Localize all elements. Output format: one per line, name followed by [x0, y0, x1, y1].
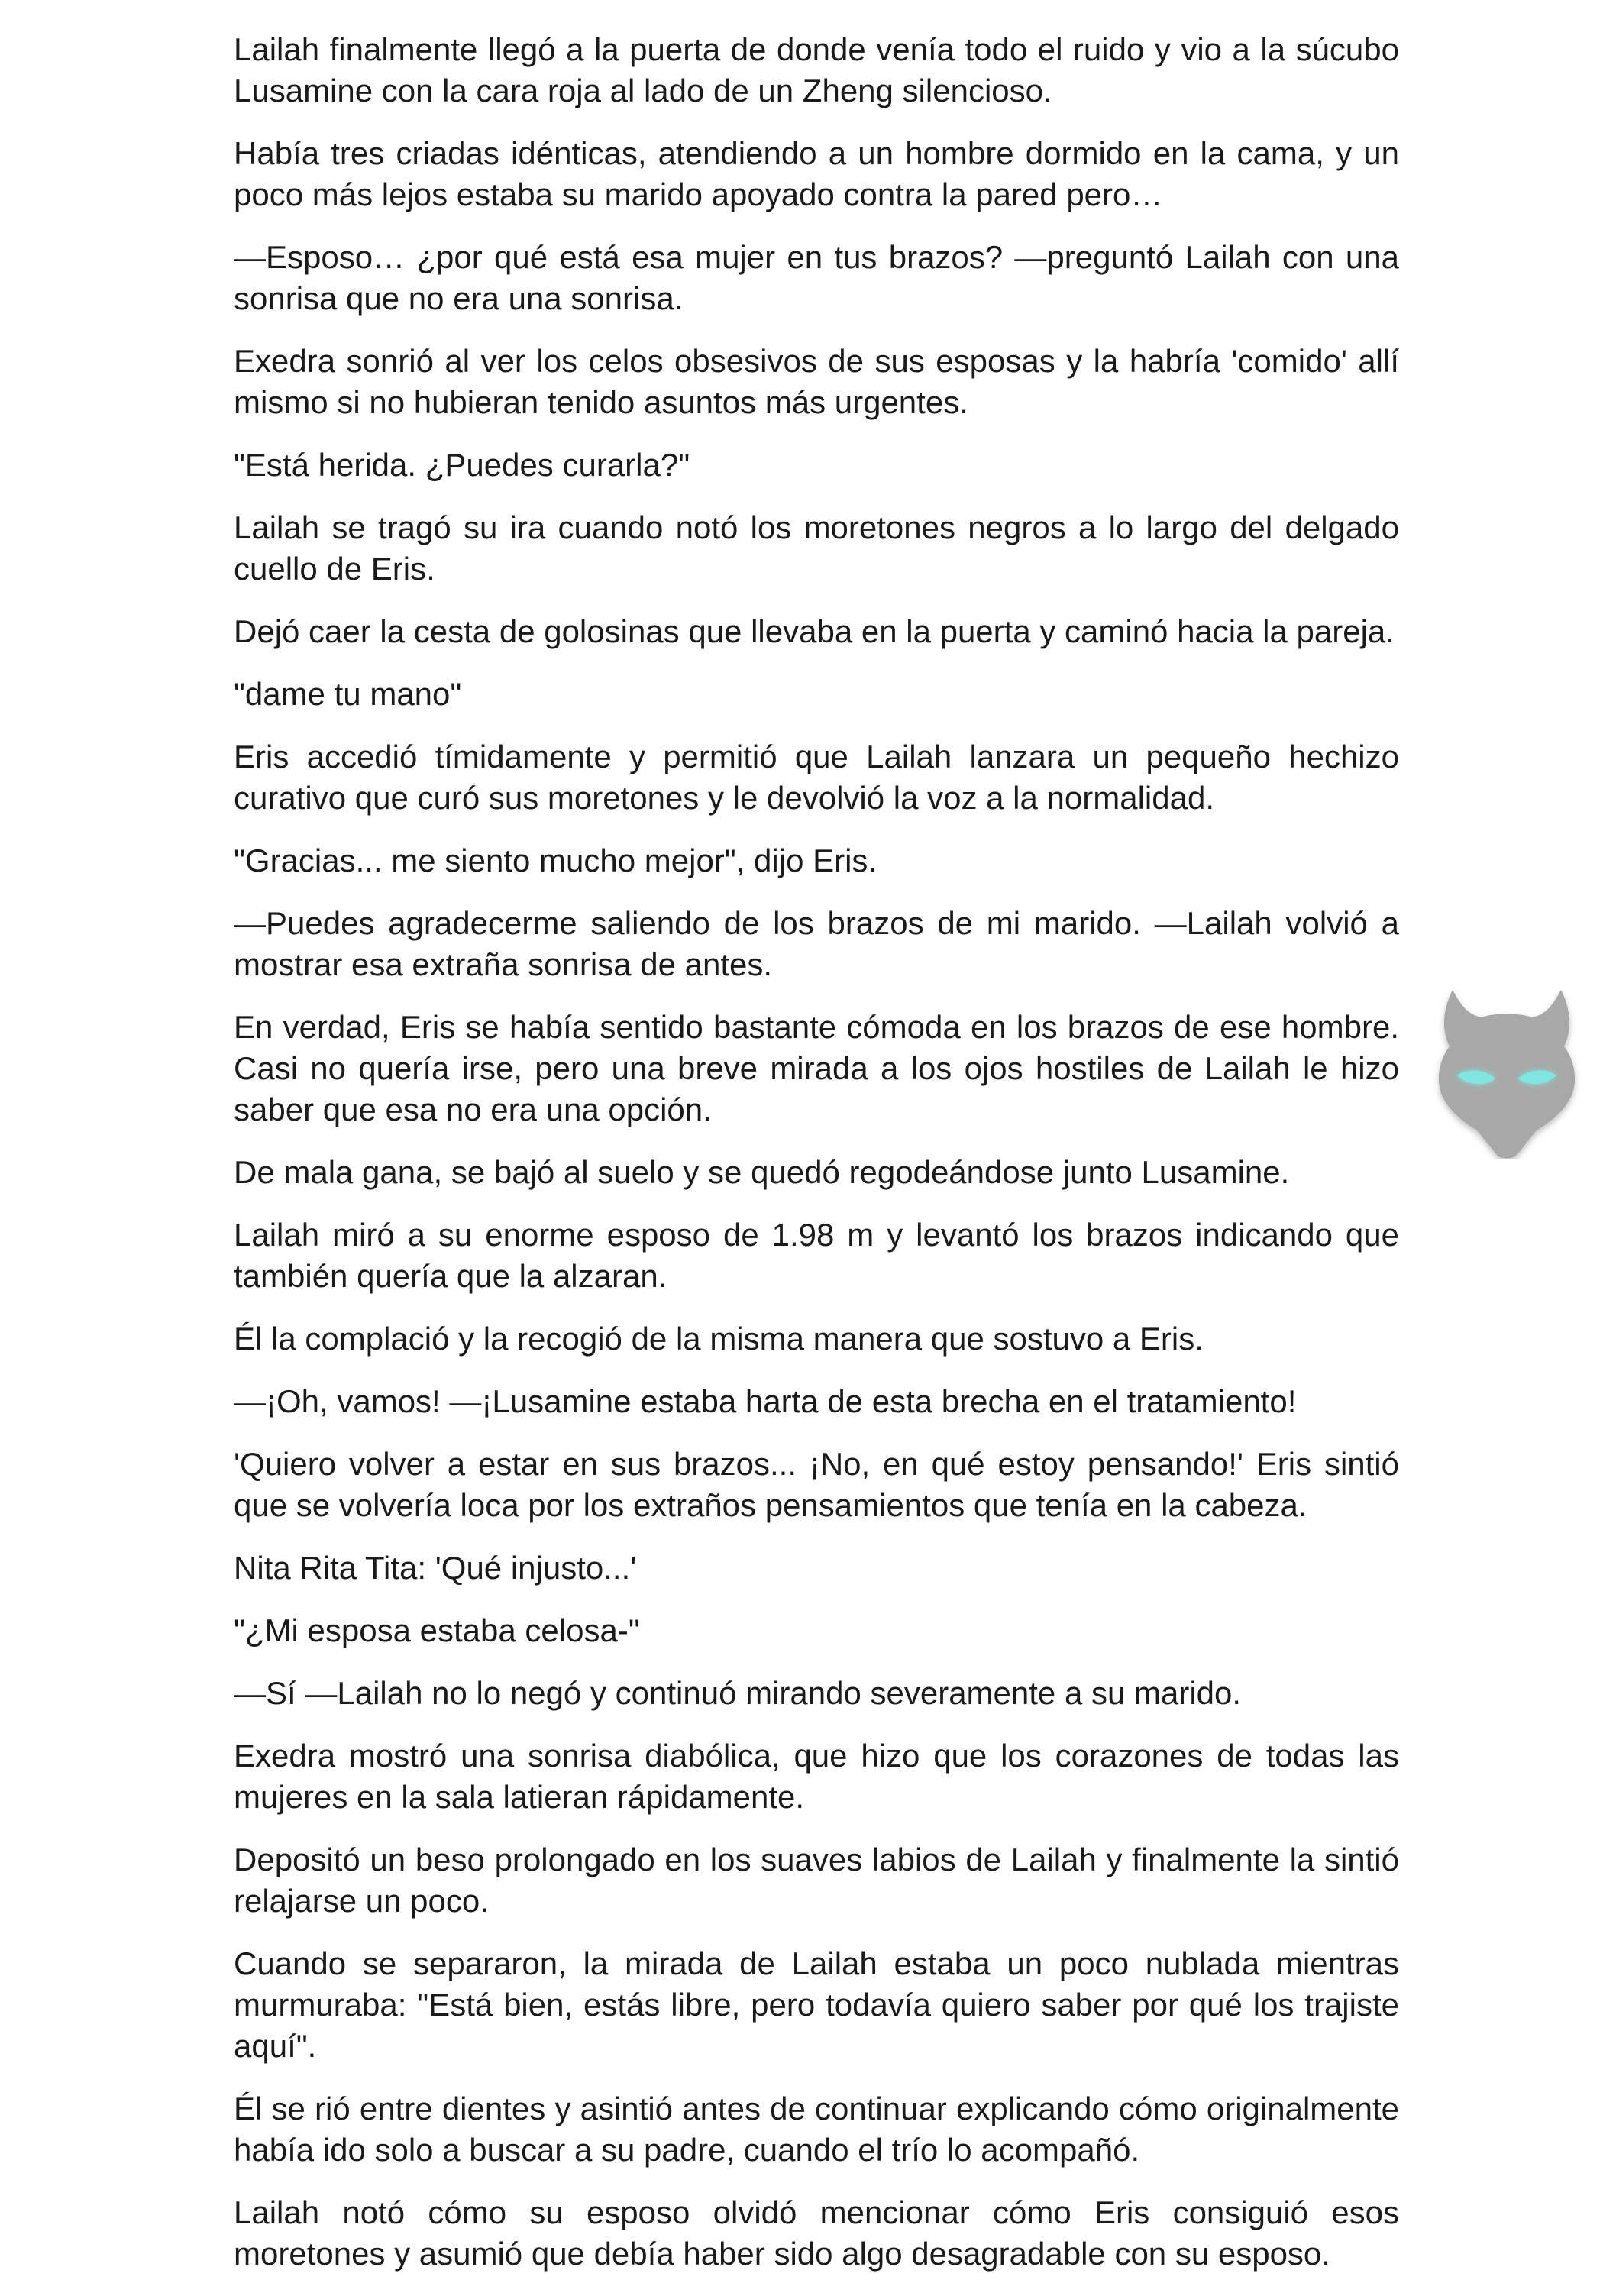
paragraph: Lailah se tragó su ira cuando notó los moretones negros a lo largo del delgado cuello de Eris. — [234, 509, 1399, 587]
paragraph: "¿Mi esposa estaba celosa-" — [234, 1612, 640, 1648]
paragraph: Cuando se separaron, la mirada de Lailah estaba un poco nublada mientras murmuraba: "Está bien, estás libre, pero todavía quiero saber por qué los trajiste aquí". — [234, 1945, 1399, 2064]
document-body — [234, 29, 1399, 2296]
paragraph: "Gracias... me siento mucho mejor", dijo Eris. — [234, 842, 877, 878]
paragraph: —Esposo… ¿por qué está esa mujer en tus brazos? —preguntó Lailah con una sonrisa que no era una sonrisa. — [234, 239, 1399, 316]
paragraph: 'Quiero volver a estar en sus brazos... ¡No, en qué estoy pensando!' Eris sintió que se volvería loca por los extraños pensamientos que tenía en la cabeza. — [234, 1446, 1399, 1523]
paragraph: Lailah finalmente llegó a la puerta de donde venía todo el ruido y vio a la súcubo Lusamine con la cara roja al lado de un Zheng silencioso. — [234, 31, 1399, 108]
paragraph: Lailah miró a su enorme esposo de 1.98 m y levantó los brazos indicando que también quería que la alzaran. — [234, 1217, 1399, 1294]
paragraph: Había tres criadas idénticas, atendiendo a un hombre dormido en la cama, y un poco más lejos estaba su marido apoyado contra la pared pero… — [234, 135, 1399, 212]
paragraph: De mala gana, se bajó al suelo y se quedó regodeándose junto Lusamine. — [234, 1154, 1290, 1190]
paragraph: Él la complació y la recogió de la misma manera que sostuvo a Eris. — [234, 1321, 1204, 1357]
paragraph: Nita Rita Tita: 'Qué injusto...' — [234, 1550, 637, 1586]
paragraph: Lailah notó cómo su esposo olvidó mencionar cómo Eris consiguió esos moretones y asumió que debía haber sido algo desagradable con su esposo. — [234, 2194, 1399, 2272]
paragraph: —Puedes agradecerme saliendo de los brazos de mi marido. —Lailah volvió a mostrar esa extraña sonrisa de antes. — [234, 905, 1399, 982]
paragraph: Exedra mostró una sonrisa diabólica, que hizo que los corazones de todas las mujeres en la sala latieran rápidamente. — [234, 1738, 1399, 1815]
demon-head-icon — [1422, 984, 1592, 1159]
paragraph: "dame tu mano" — [234, 676, 462, 712]
paragraph: Depositó un beso prolongado en los suaves labios de Lailah y finalmente la sintió relajarse un poco. — [234, 1842, 1399, 1919]
paragraph: —Sí —Lailah no lo negó y continuó mirando severamente a su marido. — [234, 1675, 1242, 1711]
paragraph: Él se rió entre dientes y asintió antes de continuar explicando cómo originalmente había ido solo a buscar a su padre, cuando el trío lo acompañó. — [234, 2091, 1399, 2168]
paragraph: —¡Oh, vamos! —¡Lusamine estaba harta de esta brecha en el tratamiento! — [234, 1383, 1297, 1419]
watermark-logo — [1422, 984, 1592, 1159]
paragraph: Dejó caer la cesta de golosinas que llevaba en la puerta y caminó hacia la pareja. — [234, 613, 1395, 649]
paragraph: Eris accedió tímidamente y permitió que Lailah lanzara un pequeño hechizo curativo que curó sus moretones y le devolvió la voz a la normalidad. — [234, 739, 1399, 816]
paragraph: Exedra sonrió al ver los celos obsesivos de sus esposas y la habría 'comido' allí mismo si no hubieran tenido asuntos más urgentes. — [234, 343, 1399, 420]
paragraph: "Está herida. ¿Puedes curarla?" — [234, 447, 690, 483]
paragraph: En verdad, Eris se había sentido bastante cómoda en los brazos de ese hombre. Casi no quería irse, pero una breve mirada a los ojos hostiles de Lailah le hizo saber que esa no era una opción. — [234, 1009, 1399, 1127]
